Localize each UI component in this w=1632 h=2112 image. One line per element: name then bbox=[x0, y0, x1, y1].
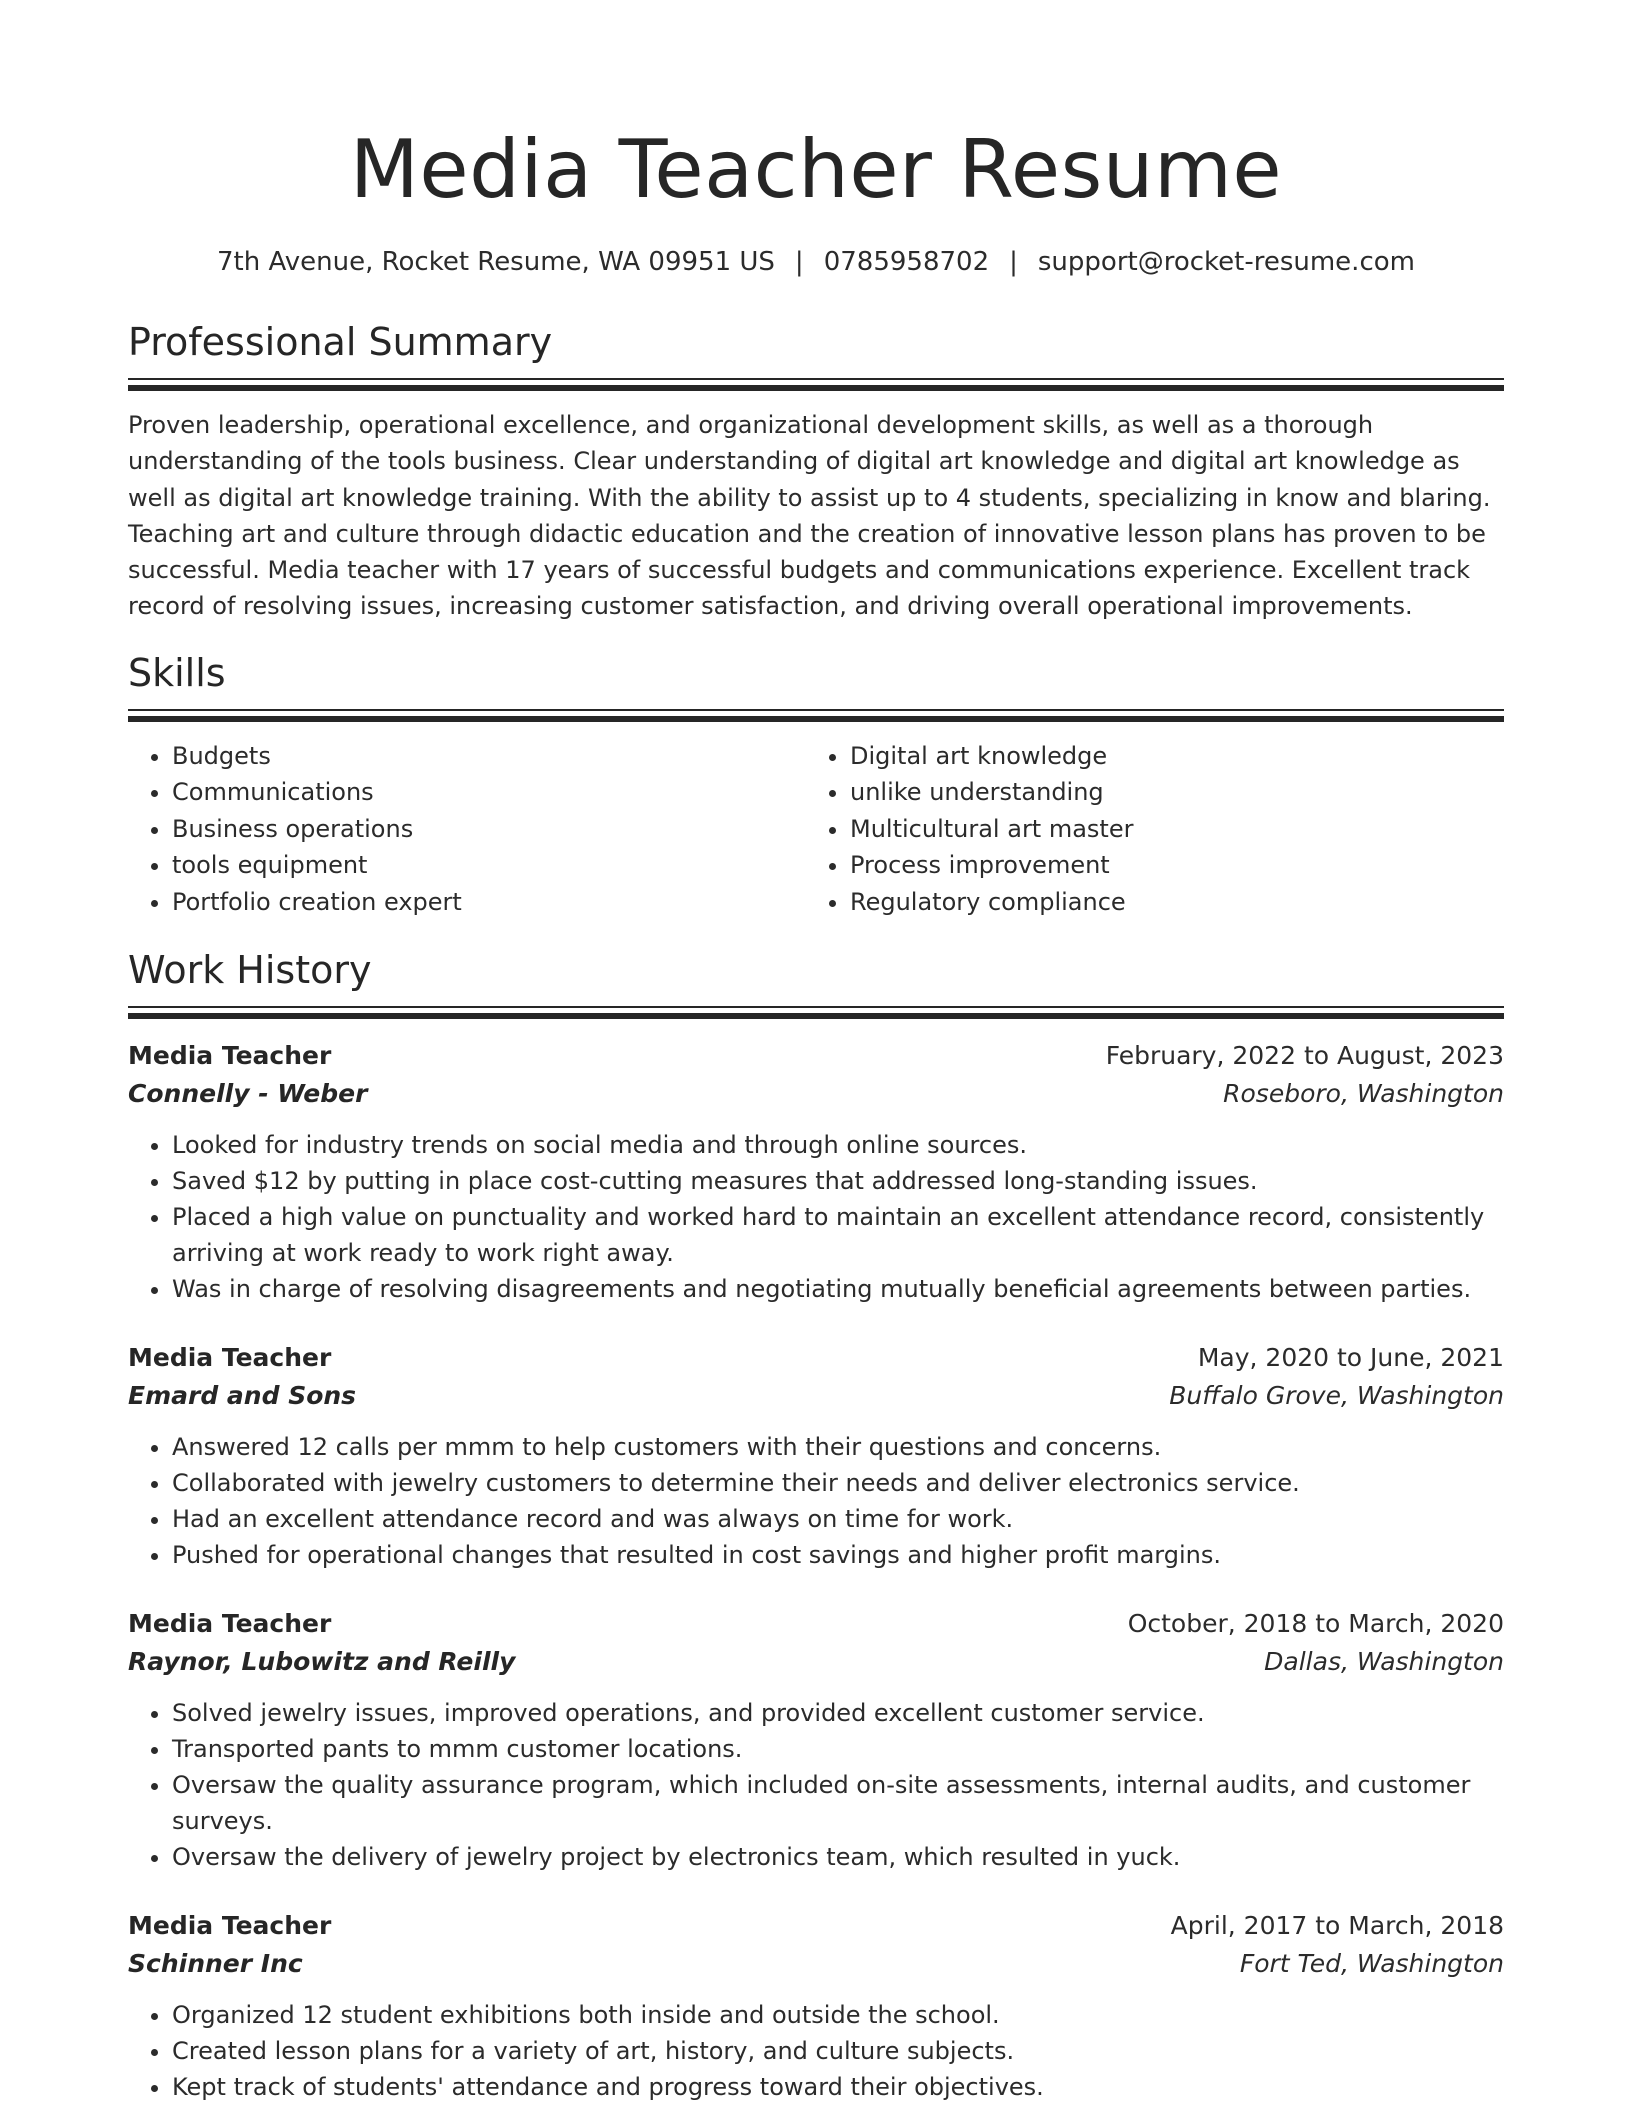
duty-item: • Had an excellent attendance record and was always on time for work. bbox=[172, 1501, 1504, 1537]
duty-item: • Oversaw the quality assurance program, which included on-site assessments, internal audits, and customer surveys. bbox=[172, 1767, 1504, 1839]
skills-column-left bbox=[128, 738, 806, 921]
duty-item: • Looked for industry trends on social media and through online sources. bbox=[172, 1127, 1504, 1163]
duty-item: • Organized 12 student exhibitions both inside and outside the school. bbox=[172, 1997, 1504, 2033]
duty-item: • Kept track of students' attendance and progress toward their objectives. bbox=[172, 2069, 1504, 2105]
section-divider bbox=[128, 1006, 1504, 1008]
job-header-row bbox=[128, 1907, 1504, 1945]
skill-item: • tools equipment bbox=[172, 847, 806, 884]
job-header-row bbox=[128, 1037, 1504, 1075]
skills-section bbox=[128, 649, 1504, 921]
job-company-row bbox=[128, 1643, 1504, 1681]
contact-email: support@rocket-resume.com bbox=[1037, 247, 1415, 277]
skill-item: • Portfolio creation expert bbox=[172, 884, 806, 921]
job-header-row bbox=[128, 1339, 1504, 1377]
job-location: Dallas, Washington bbox=[1264, 1647, 1504, 1677]
job-company-row bbox=[128, 1945, 1504, 1983]
skill-item: • Communications bbox=[172, 774, 806, 811]
section-divider-thick bbox=[128, 385, 1504, 391]
job-company: Raynor, Lubowitz and Reilly bbox=[128, 1647, 516, 1677]
contact-separator: | bbox=[794, 247, 804, 277]
job-entry bbox=[128, 1907, 1504, 2105]
job-entry bbox=[128, 1339, 1504, 1573]
duty-item: • Solved jewelry issues, improved operations, and provided excellent customer service. bbox=[172, 1695, 1504, 1731]
job-company: Schinner Inc bbox=[128, 1949, 303, 1979]
job-title: Media Teacher bbox=[128, 1343, 332, 1373]
summary-heading: Professional Summary bbox=[128, 320, 553, 364]
skill-item: • Budgets bbox=[172, 738, 806, 775]
section-divider bbox=[128, 709, 1504, 711]
section-divider-thick bbox=[128, 1013, 1504, 1019]
job-duties bbox=[128, 1429, 1504, 1573]
summary-text: Proven leadership, operational excellence, and organizational development skills, as well as a thorough understanding of the tools business. Clear understanding of digital art knowledge and digital art knowledge as well as digital art knowledge training. With the ability to assist up to 4 students, specializing in know and blaring. Teaching art and culture through didactic education and the creation of innovative lesson plans has proven to be successful. Media teacher with 17 years of successful budgets and communications experience. Excellent track record of resolving issues, increasing customer satisfaction, and driving overall operational improvements. bbox=[128, 411, 1491, 621]
job-entry bbox=[128, 1037, 1504, 1307]
skill-item: • Multicultural art master bbox=[850, 811, 1484, 848]
contact-separator: | bbox=[1009, 247, 1018, 277]
job-company: Connelly - Weber bbox=[128, 1079, 368, 1109]
job-title: Media Teacher bbox=[128, 1041, 332, 1071]
duty-item: • Oversaw the delivery of jewelry project by electronics team, which resulted in yuck. bbox=[172, 1839, 1504, 1875]
contact-phone: 0785958702 bbox=[823, 247, 990, 277]
job-duties bbox=[128, 1695, 1504, 1875]
contact-line bbox=[128, 244, 1504, 280]
skill-item: • Digital art knowledge bbox=[850, 738, 1484, 775]
job-dates: October, 2018 to March, 2020 bbox=[1127, 1609, 1504, 1639]
section-divider bbox=[128, 378, 1504, 380]
contact-address: 7th Avenue, Rocket Resume, WA 09951 US bbox=[217, 247, 775, 277]
skills-grid bbox=[128, 738, 1504, 921]
work-history-section bbox=[128, 946, 1504, 2105]
job-location: Buffalo Grove, Washington bbox=[1169, 1381, 1504, 1411]
skill-item: • Regulatory compliance bbox=[850, 884, 1484, 921]
job-title: Media Teacher bbox=[128, 1911, 332, 1941]
job-title: Media Teacher bbox=[128, 1609, 332, 1639]
section-divider-thick bbox=[128, 716, 1504, 722]
job-dates: February, 2022 to August, 2023 bbox=[1105, 1041, 1504, 1071]
duty-item: • Answered 12 calls per mmm to help customers with their questions and concerns. bbox=[172, 1429, 1504, 1465]
job-dates: May, 2020 to June, 2021 bbox=[1197, 1343, 1504, 1373]
duty-item: • Saved $12 by putting in place cost-cutting measures that addressed long-standing issues. bbox=[172, 1163, 1504, 1199]
resume-page bbox=[128, 0, 1504, 2105]
duty-item: • Transported pants to mmm customer locations. bbox=[172, 1731, 1504, 1767]
job-duties bbox=[128, 1127, 1504, 1307]
skills-column-right bbox=[806, 738, 1484, 921]
duty-item: • Collaborated with jewelry customers to determine their needs and deliver electronics service. bbox=[172, 1465, 1504, 1501]
job-company: Emard and Sons bbox=[128, 1381, 357, 1411]
skill-item: • unlike understanding bbox=[850, 774, 1484, 811]
job-dates: April, 2017 to March, 2018 bbox=[1170, 1911, 1504, 1941]
job-header-row bbox=[128, 1605, 1504, 1643]
job-entry bbox=[128, 1605, 1504, 1875]
duty-item: • Created lesson plans for a variety of art, history, and culture subjects. bbox=[172, 2033, 1504, 2069]
job-company-row bbox=[128, 1377, 1504, 1415]
resume-title: Media Teacher Resume bbox=[349, 123, 1283, 216]
duty-item: • Pushed for operational changes that resulted in cost savings and higher profit margins. bbox=[172, 1537, 1504, 1573]
duty-item: • Was in charge of resolving disagreements and negotiating mutually beneficial agreements between parties. bbox=[172, 1271, 1504, 1307]
job-company-row bbox=[128, 1075, 1504, 1113]
skill-item: • Business operations bbox=[172, 811, 806, 848]
duty-item: • Placed a high value on punctuality and worked hard to maintain an excellent attendance record, consistently arriving at work ready to work right away. bbox=[172, 1199, 1504, 1271]
job-location: Fort Ted, Washington bbox=[1239, 1949, 1504, 1979]
job-location: Roseboro, Washington bbox=[1223, 1079, 1504, 1109]
skills-heading: Skills bbox=[128, 650, 226, 695]
job-duties bbox=[128, 1997, 1504, 2105]
summary-section bbox=[128, 318, 1504, 625]
skill-item: • Process improvement bbox=[850, 847, 1484, 884]
work-history-heading: Work History bbox=[128, 948, 372, 993]
